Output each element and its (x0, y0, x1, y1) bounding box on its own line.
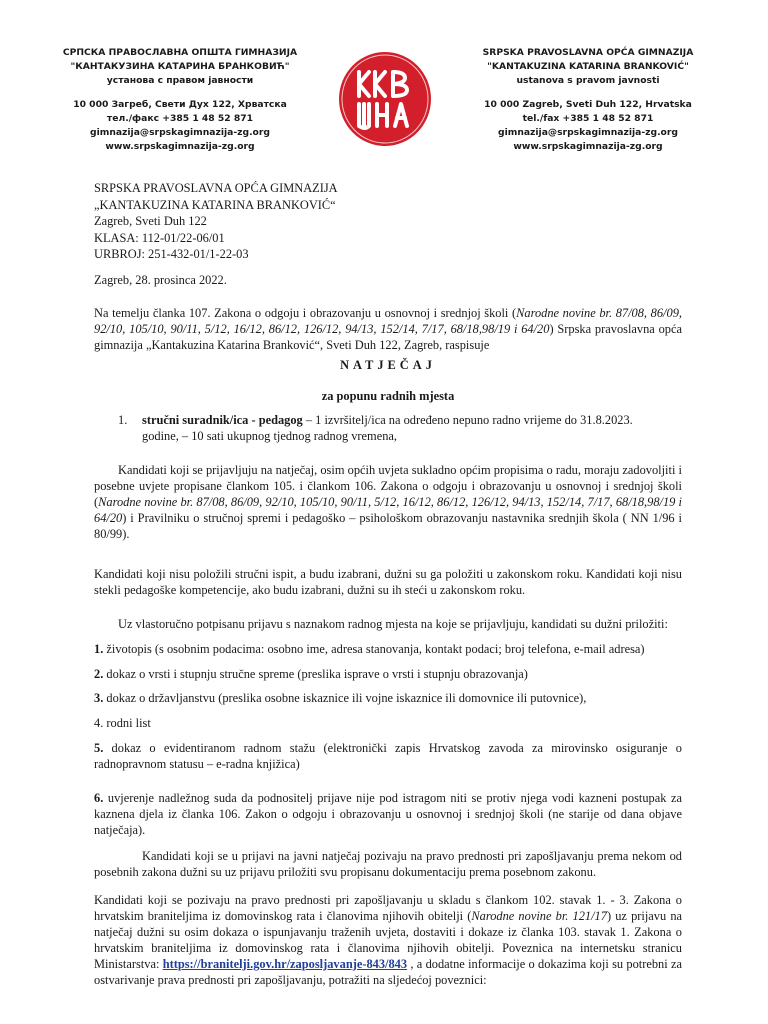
position-item: 1. stručni suradnik/ica - pedagog – 1 izvršitelj/ica na određeno nepuno radno vrijeme do 31.8.2023. godine, – 10 sati ukupnog tjednog radnog vremena, (118, 413, 633, 443)
status-latin: ustanova s pravom javnosti (516, 75, 660, 86)
email-cyrillic: gimnazija@srpskagimnazija-zg.org (90, 127, 270, 138)
school-name-latin: SRPSKA PRAVOSLAVNA OPĆA GIMNAZIJA (482, 47, 694, 58)
website-cyrillic: www.srpskagimnazija-zg.org (105, 141, 255, 152)
list-item: 5. dokaz o evidentiranom radnom stažu (elektronički zapis Hrvatskog zavoda za mirovinsko osiguranje o radnopravnom statusu – e-radna knjižica) (94, 741, 682, 771)
status-cyrillic: установа с правом јавности (106, 75, 254, 86)
list-item: 3. dokaz o državljanstvu (preslika osobne iskaznice ili vojne iskaznice ili domovnice ili putovnice), (94, 691, 587, 705)
list-item: 2. dokaz o vrsti i stupnju stručne spreme (preslika isprave o vrsti i stupnju obrazovanja) (94, 667, 528, 681)
list-item: 6. uvjerenje nadležnog suda da podnositelj prijave nije pod istragom niti se protiv njega vodi kazneni postupak za kaznena djela iz članka 106. Zakon o odgoju i obrazovanju u osnovnoj i srednjoj školi (ne starije od dana objave natječaja). (94, 791, 682, 837)
school-fullname-latin: "KANTAKUZINA KATARINA BRANKOVIĆ" (487, 61, 689, 72)
website-latin: www.srpskagimnazija-zg.org (513, 141, 663, 152)
sender-line: SRPSKA PRAVOSLAVNA OPĆA GIMNAZIJA (94, 181, 338, 195)
intro-paragraph: Na temelju članka 107. Zakona o odgoju i obrazovanju u osnovnoj i srednjoj školi (Narodne novine br. 87/08, 86/09, 92/10, 105/10, 90/11, 5/12, 16/12, 86/12, 126/12, 94/13, 152/14, 7/17, 68/18,98/19 i 64/20) Srpska pravoslavna opća gimnazija „Kantakuzina Katarina Branković“, Sveti Duh 122, Zagreb, raspisuje (94, 306, 683, 352)
email-latin: gimnazija@srpskagimnazija-zg.org (498, 127, 678, 138)
sender-block (94, 180, 682, 263)
phone-cyrillic: тел./факс +385 1 48 52 871 (106, 113, 254, 124)
urbroj: URBROJ: 251-432-01/1-22-03 (94, 247, 249, 261)
position-name: stručni suradnik/ica - pedagog (142, 413, 303, 427)
position-number: 1. (118, 413, 128, 427)
klasa: KLASA: 112-01/22-06/01 (94, 230, 225, 245)
phone-latin: tel./fax +385 1 48 52 871 (522, 113, 654, 124)
priority-paragraph: Kandidati koji se u prijavi na javni natječaj pozivaju na pravo prednosti pri zapošljavanju prema nekom od posebnih zakona dužni su uz prijavu priložiti svu propisanu dokumentaciju prema posebnom zakonu. (94, 849, 682, 879)
school-fullname-cyrillic: "КАНТАКУЗИНА КАТАРИНА БРАНКОВИЋ" (70, 61, 290, 72)
sender-line: „KANTAKUZINA KATARINA BRANKOVIĆ“ (94, 197, 336, 212)
document-date: Zagreb, 28. prosinca 2022. (94, 273, 227, 287)
address-cyrillic: 10 000 Загреб, Свети Дух 122, Хрватска (73, 99, 287, 110)
ministry-link[interactable]: https://branitelji.gov.hr/zaposljavanje-843/843 (162, 957, 408, 971)
exam-paragraph: Kandidati koji nisu položili stručni ispit, a budu izabrani, dužni su ga položiti u zakonskom roku. Kandidati koji nisu stekli pedagoške kompetencije, ako budu izabrani, dužni su ih steći u zakonskom roku. (94, 567, 682, 597)
veterans-paragraph: Kandidati koji se pozivaju na pravo prednosti pri zapošljavanju u skladu s člankom 102. stavak 1. - 3. Zakona o hrvatskim braniteljima iz domovinskog rata i članovima njihovih obitelji (Narodne novine br. 121/17) uz prijavu na natječaj dužni su osim dokaza o ispunjavanju traženih uvjeta, dostaviti i dokaze iz članka 103. stavak 1. Zakona o hrvatskim braniteljima iz domovinskog rata i članovima njihovih obitelji. Poveznica na internetsku stranicu Ministarstva: https://branitelji.gov.hr/zaposljavanje-843/843 , a dodatne informacije o dokazima koji su potrebni za ostvarivanje prava prednosti pri zapošljavanju, potražiti na sljedećoj poveznici: (94, 893, 683, 987)
address-latin: 10 000 Zagreb, Sveti Duh 122, Hrvatska (484, 99, 692, 110)
school-name-cyrillic: СРПСКА ПРАВОСЛАВНА ОПШТА ГИМНАЗИЈА (62, 47, 298, 58)
sender-line: Zagreb, Sveti Duh 122 (94, 214, 207, 228)
notice-subtitle: za popunu radnih mjesta (321, 389, 455, 403)
conditions-paragraph: Kandidati koji se prijavljuju na natječaj, osim općih uvjeta sukladno općim propisima o radu, moraju zadovoljiti i posebne uvjete propisane člankom 105. i člankom 106. Zakona o odgoju i obrazovanju u osnovnoj i srednjoj školi (Narodne novine br. 87/08, 86/09, 92/10, 105/10, 90/11, 5/12, 16/12, 86/12, 126/12, 94/13, 152/14, 7/17, 68/18,98/19 i 64/20) i Pravilniku o stručnoj spremi i pedagoško – psihološkom obrazovanju nastavnika srednjih škola ( NN 1/96 i 80/99). (94, 463, 682, 541)
notice-title: NATJEČAJ (340, 358, 436, 372)
attachments-intro: Uz vlastoručno potpisanu prijavu s naznakom radnog mjesta na koje se prijavljuju, kandidati su dužni priložiti: (118, 617, 668, 631)
list-item: 4. rodni list (94, 716, 151, 730)
list-item: 1. životopis (s osobnim podacima: osobno ime, adresa stanovanja, kontakt podaci; broj telefona, e-mail adresa) (94, 642, 645, 656)
